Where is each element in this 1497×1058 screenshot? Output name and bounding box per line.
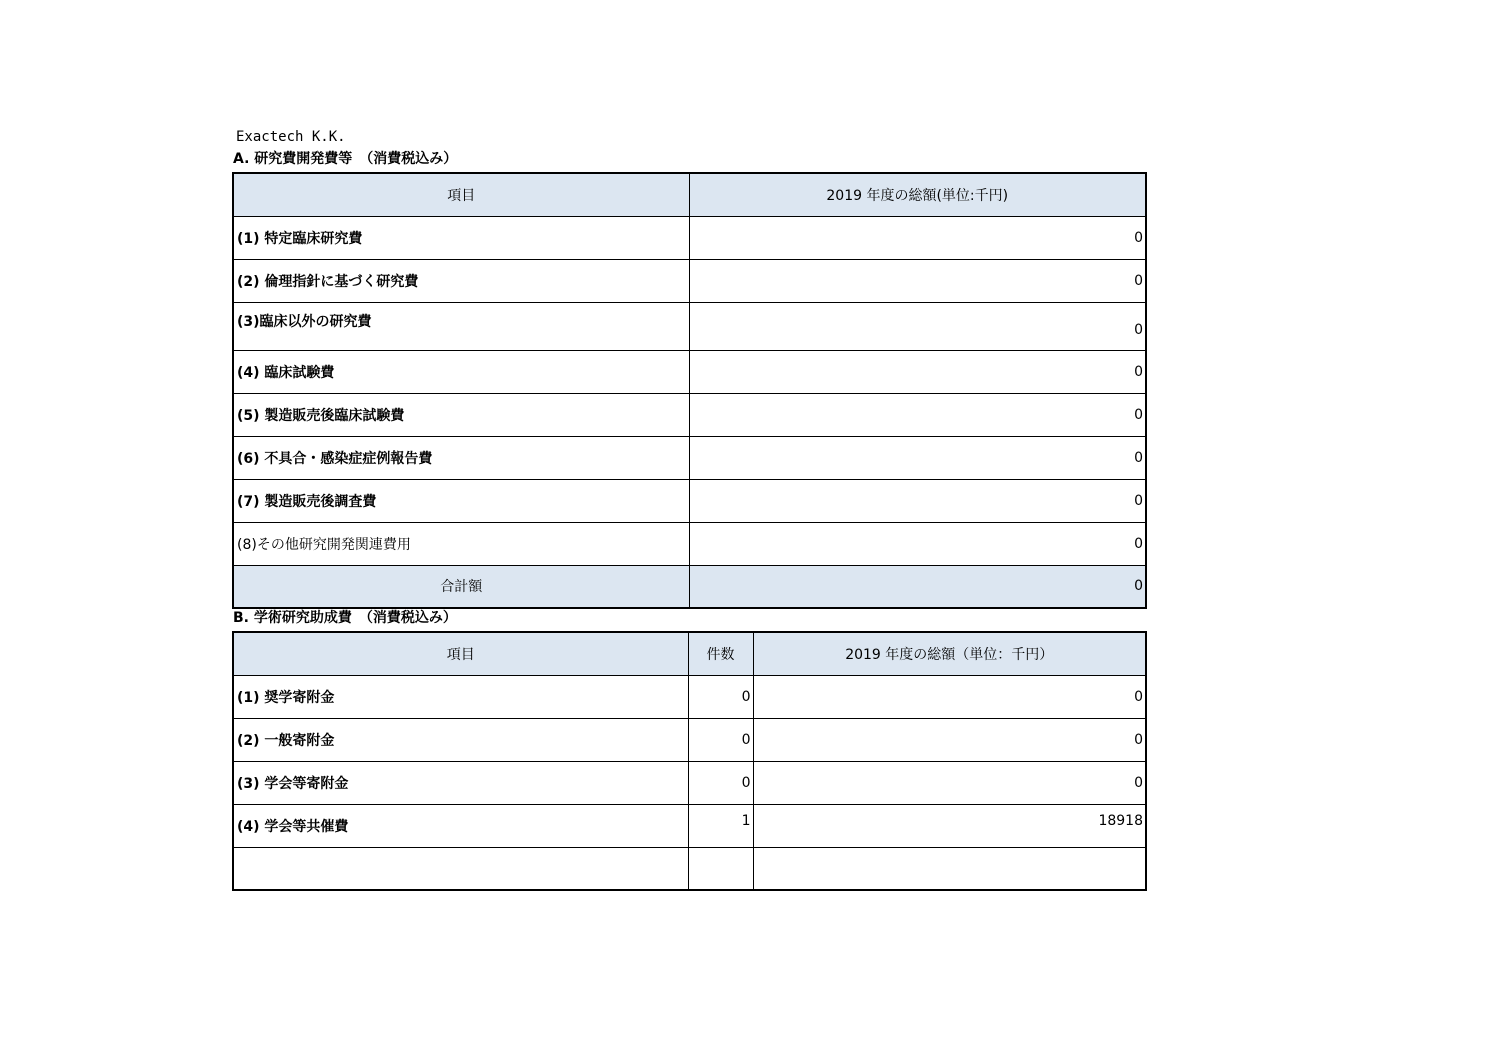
header-item: 項目 — [233, 632, 688, 675]
row-amount: 0 — [689, 436, 1146, 479]
row-count: 0 — [688, 761, 753, 804]
research-grant-table — [232, 631, 1147, 891]
table-header-row — [233, 173, 1146, 216]
company-name: Exactech K.K. — [236, 129, 346, 145]
table-row — [233, 804, 1146, 847]
row-amount: 18918 — [753, 804, 1146, 847]
section-a-title: A. 研究費開発費等 （消費税込み） — [233, 151, 458, 167]
total-amount: 0 — [689, 565, 1146, 608]
row-amount: 0 — [689, 393, 1146, 436]
row-label: (1) 特定臨床研究費 — [233, 216, 689, 259]
table-row — [233, 259, 1146, 302]
row-label: (6) 不具合・感染症症例報告費 — [233, 436, 689, 479]
total-row — [233, 565, 1146, 608]
row-label: (8)その他研究開発関連費用 — [233, 522, 689, 565]
row-label: (1) 奨学寄附金 — [233, 675, 688, 718]
row-label: (2) 倫理指針に基づく研究費 — [233, 259, 689, 302]
row-label — [233, 847, 688, 890]
header-amount: 2019 年度の総額（単位：千円） — [753, 632, 1146, 675]
row-label: (3)臨床以外の研究費 — [233, 302, 689, 350]
row-amount: 0 — [753, 761, 1146, 804]
header-item: 項目 — [233, 173, 689, 216]
table-row — [233, 522, 1146, 565]
row-label: (3) 学会等寄附金 — [233, 761, 688, 804]
row-count: 0 — [688, 718, 753, 761]
row-amount: 0 — [689, 259, 1146, 302]
table-row — [233, 847, 1146, 890]
row-amount: 0 — [753, 718, 1146, 761]
row-count: 0 — [688, 675, 753, 718]
row-label: (2) 一般寄附金 — [233, 718, 688, 761]
table-row — [233, 350, 1146, 393]
row-label: (7) 製造販売後調査費 — [233, 479, 689, 522]
table-row — [233, 216, 1146, 259]
row-label: (5) 製造販売後臨床試験費 — [233, 393, 689, 436]
row-amount: 0 — [689, 479, 1146, 522]
table-row — [233, 761, 1146, 804]
table-row — [233, 302, 1146, 350]
row-count: 1 — [688, 804, 753, 847]
row-count — [688, 847, 753, 890]
total-label: 合計額 — [233, 565, 689, 608]
table-row — [233, 436, 1146, 479]
row-amount: 0 — [689, 302, 1146, 350]
table-row — [233, 393, 1146, 436]
research-development-table — [232, 172, 1147, 609]
row-amount: 0 — [689, 216, 1146, 259]
table-row — [233, 718, 1146, 761]
header-amount: 2019 年度の総額(単位:千円) — [689, 173, 1146, 216]
table-row — [233, 675, 1146, 718]
row-label: (4) 学会等共催費 — [233, 804, 688, 847]
row-amount: 0 — [689, 350, 1146, 393]
row-amount: 0 — [689, 522, 1146, 565]
section-b-title: B. 学術研究助成費 （消費税込み） — [233, 610, 457, 626]
header-count: 件数 — [688, 632, 753, 675]
row-label: (4) 臨床試験費 — [233, 350, 689, 393]
table-row — [233, 479, 1146, 522]
table-header-row — [233, 632, 1146, 675]
row-amount — [753, 847, 1146, 890]
row-amount: 0 — [753, 675, 1146, 718]
